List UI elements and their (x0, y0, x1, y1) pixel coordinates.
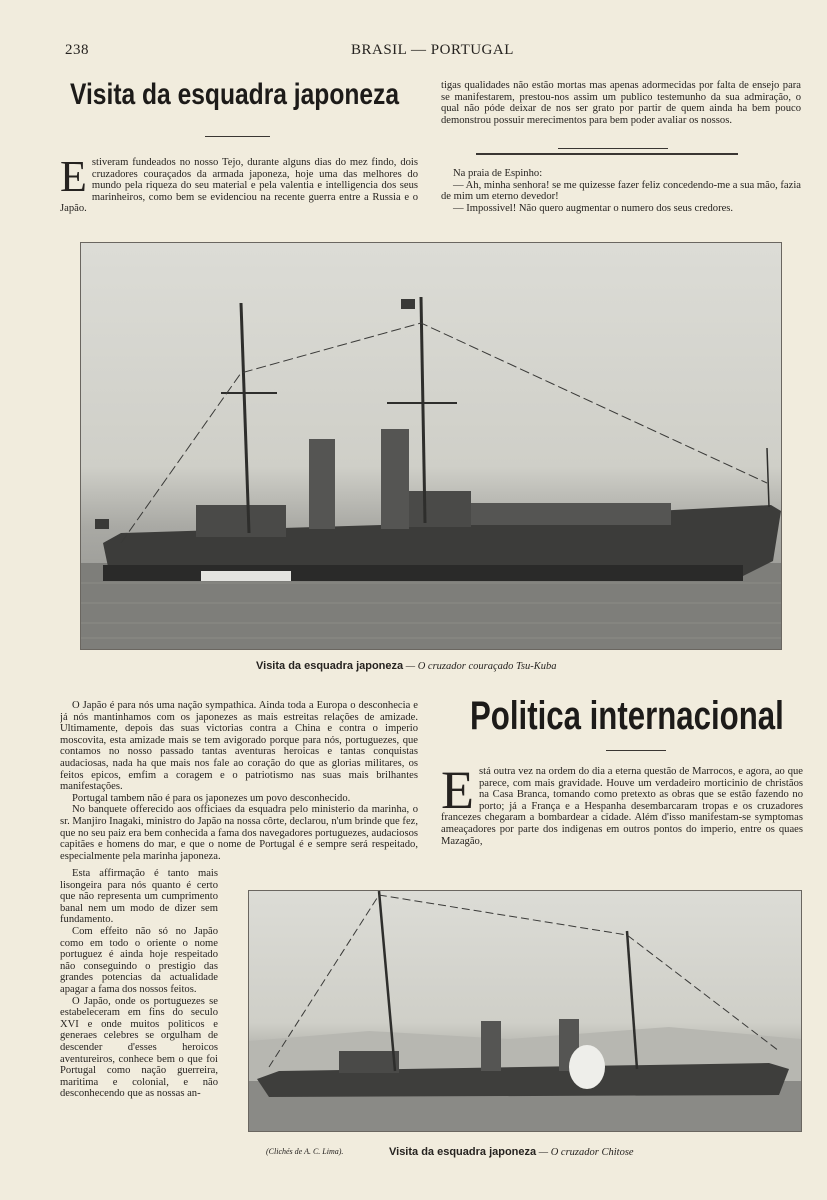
journal-title: BRASIL — PORTUGAL (351, 42, 514, 58)
photo-credit: (Clichés de A. C. Lima). (266, 1147, 344, 1156)
article1-body-narrow (60, 868, 218, 1158)
photo2-caption-italic: — O cruzador Chitose (538, 1147, 634, 1158)
anecdote-line-3: — Impossivel! Não quero augmentar o numero dos seus credores. (453, 202, 734, 214)
right-column-text (441, 80, 801, 126)
anecdote (441, 168, 801, 214)
article2-drop-cap: E (441, 760, 474, 820)
photo2-caption-bold: Visita da esquadra japoneza (389, 1146, 537, 1158)
photo-chitose (248, 890, 802, 1132)
photo-tsu-kuba (80, 242, 782, 650)
body-paragraph-1: O Japão é para nós uma nação sympathica. Ainda toda a Europa o desconhecia e já nós mantinhamos com os japonezes as mais estreitas relações de amizade. Ultimamente, depois das suas victorias contra a China e contra o imperio moscovita, esta amizade mais se tem avigorado porque para nós, portuguezes, que contamos no nosso passado tantas aventuras heroicas e tantas conquistas audaciosas, nada ha que mais nos fale ao coração do que as glorias militares, os feitos epicos, emfim a coragem e o patriotismo nas suas mais brilhantes manifestações. (60, 700, 418, 793)
right-column-paragraph: tigas qualidades não estão mortas mas apenas adormecidas por falta de ensejo para se manifestarem, prestou-nos assim um publico testemunho da sua admiração, o qual não póde deixar de nos ser grato por partir de quem ainda ha bem pouco demonstrou possuir merecimentos para bem poder avaliar os nossos. (441, 80, 801, 126)
photo1-caption-bold: Visita da esquadra japoneza (256, 660, 404, 672)
article1-body-wide (60, 700, 418, 866)
title-rule (205, 136, 270, 137)
anecdote-line-1: Na praia de Espinho: (453, 168, 543, 179)
intro-text: stiveram fundeados no nosso Tejo, durante alguns dias do mez findo, dois cruzadores couraçados da armada japoneza, hoje uma das melhores do mundo pela riqueza do seu material e pela valentia e intelligencia dos seus marinheiros, como bem se evidenciou na recente guerra entre a Russia e o Japão. (60, 157, 418, 215)
photo1-caption (256, 660, 556, 672)
section-divider-thick (476, 153, 738, 155)
article2-text: stá outra vez na ordem do dia a eterna questão de Marrocos, e agora, ao que parece, com mais gravidade. Houve um verdadeiro morticinio de christãos na Casa Branca, tomando como pretexto as obras que se estão fazendo no porto; já a França e a Hespanha desembarcaram tropas e os cruzadores francezes chegaram a bombardear a cidade. Além d'isso manifestam-se symptomas ameaçadores por parte dos indigenas em outros pontos do imperio, entre os quaes Mazagão, (441, 766, 803, 847)
cruiser-tsu-kuba-illustration (81, 243, 781, 649)
article2-title-rule (606, 750, 666, 751)
article-title-visita: Visita da esquadra japoneza (70, 78, 400, 111)
section-divider-thin (558, 148, 668, 149)
body-paragraph-2: Portugal tambem não é para os japonezes um povo desconhecido. (72, 792, 351, 804)
body-paragraph-5: Com effeito não só no Japão como em todo o oriente o nome portuguez é ainda hoje respeitado não conseguindo o prestigio das grandes potencias da actualidade apagar a fama dos nossos feitos. (60, 925, 218, 995)
body-paragraph-6: O Japão, onde os portuguezes se estabeleceram em fins do seculo XVI e onde muitos politicos e generaes celebres se orgulham de descender d'esses heroicos aventureiros, conhece bem o que foi Portugal como nação guerreira, maritima e colonial, e não desconhecendo que as nossas an- (60, 995, 218, 1100)
body-paragraph-3: No banquete offerecido aos officiaes da esquadra pelo ministerio da marinha, o sr. Manjiro Inagaki, ministro do Japão na nossa côrte, declarou, n'um brinde que fez, que no seu paiz era bem conhecida a fama dos navegadores portuguezes, audaciosos capitães e homens do mar, e que o nome de Portugal é e sempre será respeitado, especialmente pela marinha japoneza. (60, 804, 418, 862)
article2-body (441, 760, 803, 847)
article-title-politica: Politica internacional (470, 694, 784, 738)
page-number: 238 (65, 42, 89, 58)
anecdote-line-2: — Ah, minha senhora! se me quizesse fazer feliz concedendo-me a sua mão, fazia de mim um eterno devedor! (441, 179, 801, 203)
photo2-caption (389, 1146, 634, 1158)
intro-paragraph (60, 152, 418, 215)
body-paragraph-4: Esta affirmação é tanto mais lisongeira para nós quanto é certo que não representa um cumprimento banal nem um modo de dizer sem fundamento. (60, 868, 218, 926)
photo1-caption-italic: — O cruzador couraçado Tsu-Kuba (405, 661, 557, 672)
cruiser-chitose-illustration (249, 891, 801, 1131)
drop-cap: E (60, 152, 87, 201)
